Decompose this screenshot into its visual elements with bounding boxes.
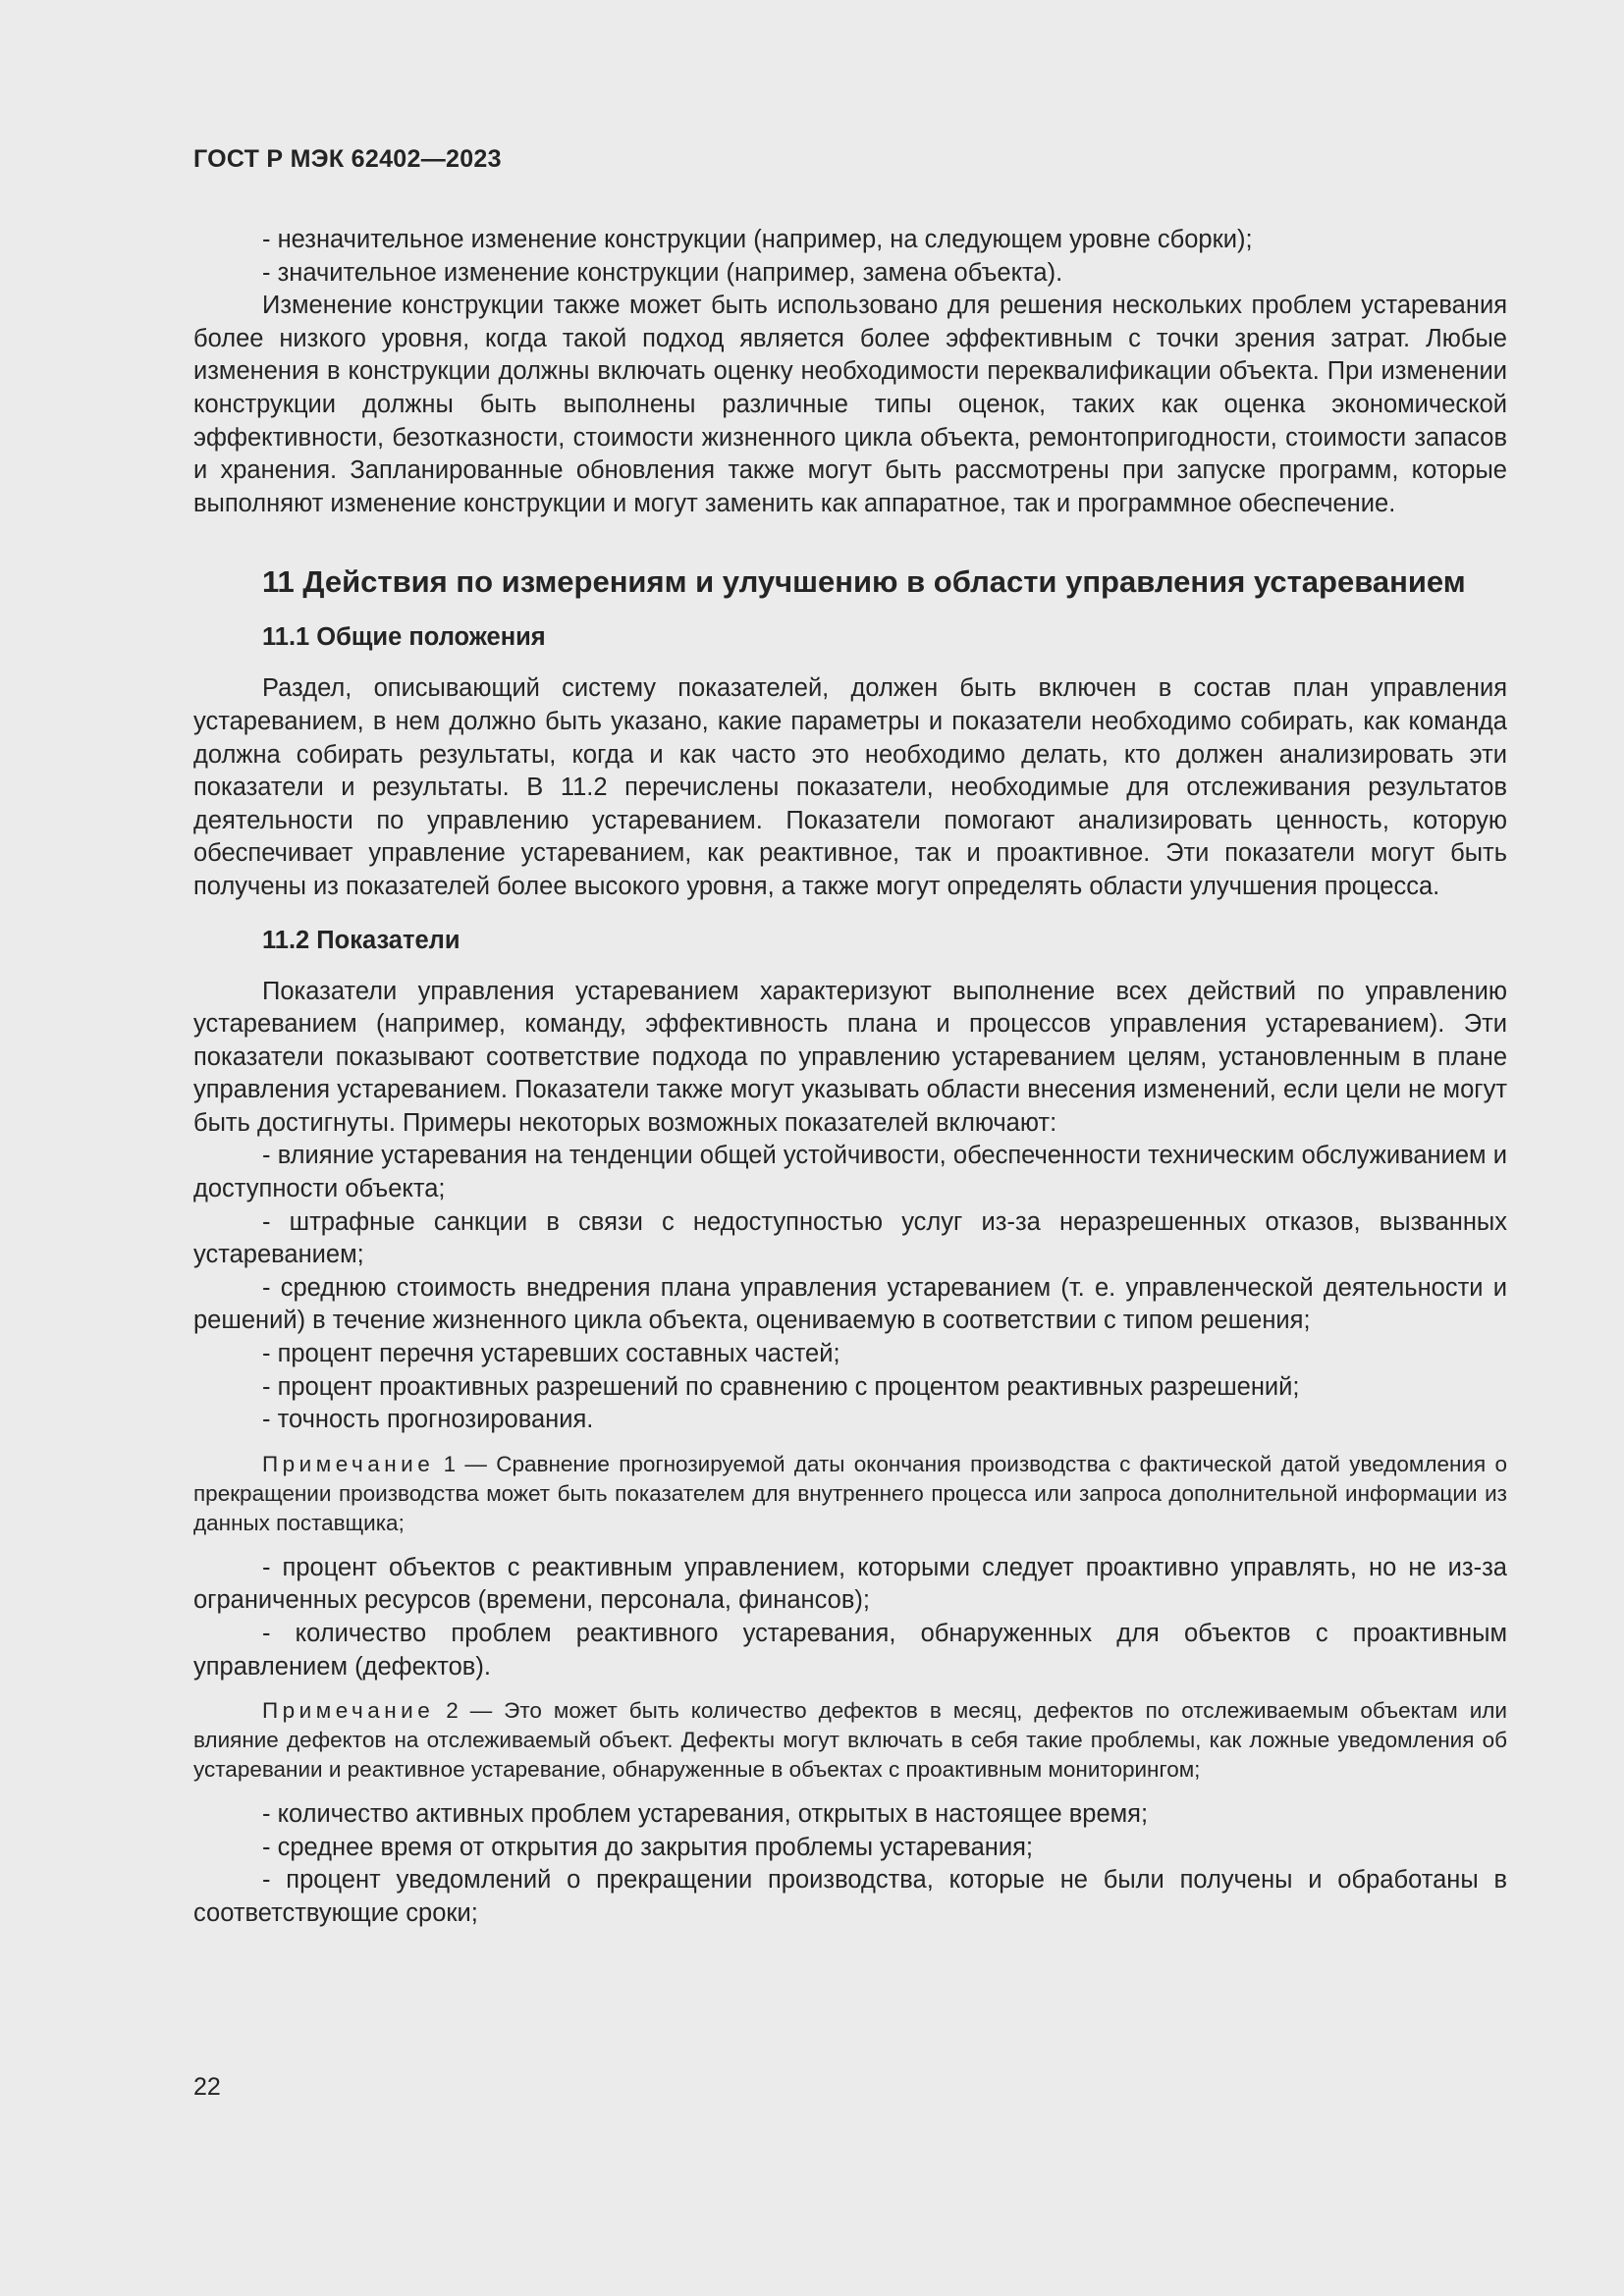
list-item: - процент уведомлений о прекращении производства, которые не были получены и обработаны в соответствующие сроки;: [193, 1866, 1507, 1927]
list-item: - среднее время от открытия до закрытия проблемы устаревания;: [262, 1833, 1033, 1861]
list-item: - значительное изменение конструкции (например, замена объекта).: [262, 258, 1063, 287]
paragraph-11-1: Раздел, описывающий систему показателей, должен быть включен в состав план управления устареванием, в нем должно быть указано, какие параметры и показатели необходимо собирать, как команда должна собирать результаты, когда и как часто это необходимо делать, кто должен анализировать эти показатели и результаты. В 11.2 перечислены показатели, необходимые для отслеживания результатов деятельности по управлению устареванием. Показатели помогают анализировать ценность, которую обеспечивает управление устареванием, как реактивное, так и проактивное. Эти показатели могут быть получены из показателей более высокого уровня, а также могут определять области улучшения процесса.: [193, 674, 1507, 900]
note-1-text: 1 — Сравнение прогнозируемой даты окончания производства с фактической датой уведомления о прекращении производства может быть показателем для внутреннего процесса или запроса дополнительной информации из данных поставщика;: [193, 1451, 1507, 1535]
list-item: - штрафные санкции в связи с недоступностью услуг из-за неразрешенных отказов, вызванных устареванием;: [193, 1207, 1507, 1269]
note-1-label: Примечание: [262, 1451, 435, 1476]
section-11-1-heading: 11.1 Общие положения: [262, 623, 546, 652]
section-11-2-heading: 11.2 Показатели: [262, 926, 460, 954]
document-code: ГОСТ Р МЭК 62402—2023: [193, 145, 502, 173]
list-item: - точность прогнозирования.: [262, 1406, 594, 1434]
list-item: - количество проблем реактивного устаревания, обнаруженных для объектов с проактивным управлением (дефектов).: [193, 1620, 1507, 1681]
paragraph-design-change: Изменение конструкции также может быть использовано для решения нескольких проблем устаревания более низкого уровня, когда такой подход является более эффективным с точки зрения затрат. Любые изменения в конструкции должны включать оценку необходимости переквалификации объекта. При изменении конструкции должны быть выполнены различные типы оценок, таких как оценка экономической эффективности, безотказности, стоимости жизненного цикла объекта, ремонтопригодности, стоимости запасов и хранения. Запланированные обновления также могут быть рассмотрены при запуске программ, которые выполняют изменение конструкции и могут заменить как аппаратное, так и программное обеспечение.: [193, 292, 1507, 517]
paragraph-11-2: Показатели управления устареванием характеризуют выполнение всех действий по управлению устареванием (например, команду, эффективность плана и процессов управления устареванием). Эти показатели показывают соответствие подхода по управлению устареванием целям, установленным в плане управления устареванием. Показатели также могут указывать области внесения изменений, если цели не могут быть достигнуты. Примеры некоторых возможных показателей включают:: [193, 977, 1507, 1137]
note-2-label: Примечание: [262, 1698, 435, 1724]
list-item: - влияние устаревания на тенденции общей устойчивости, обеспеченности техническим обслуживанием и доступности объекта;: [193, 1142, 1507, 1203]
list-item: - процент перечня устаревших составных частей;: [262, 1340, 840, 1368]
page-content: [193, 224, 1507, 1931]
list-item: - незначительное изменение конструкции (например, на следующем уровне сборки);: [262, 226, 1253, 253]
list-item: - процент объектов с реактивным управлением, которыми следует проактивно управлять, но не из-за ограниченных ресурсов (времени, персонала, финансов);: [193, 1553, 1507, 1615]
list-item: - количество активных проблем устаревания, открытых в настоящее время;: [262, 1800, 1149, 1829]
list-item: - процент проактивных разрешений по сравнению с процентом реактивных разрешений;: [262, 1372, 1300, 1401]
list-item: - среднюю стоимость внедрения плана управления устареванием (т. е. управленческой деятельности и решений) в течение жизненного цикла объекта, оцениваемую в соответствии с типом решения;: [193, 1273, 1507, 1335]
note-1: [193, 1450, 1507, 1538]
page-number: 22: [193, 2073, 221, 2101]
note-2: [193, 1696, 1507, 1785]
note-2-text: 2 — Это может быть количество дефектов в месяц, дефектов по отслеживаемым объектам или влияние дефектов на отслеживаемый объект. Дефекты могут включать в себя такие проблемы, как ложные уведомления об устаревании и реактивное устаревание, обнаруженные в объектах с проактивным мониторингом;: [193, 1698, 1507, 1783]
section-11-heading: 11 Действия по измерениям и улучшению в области управления устареванием: [262, 564, 1466, 600]
